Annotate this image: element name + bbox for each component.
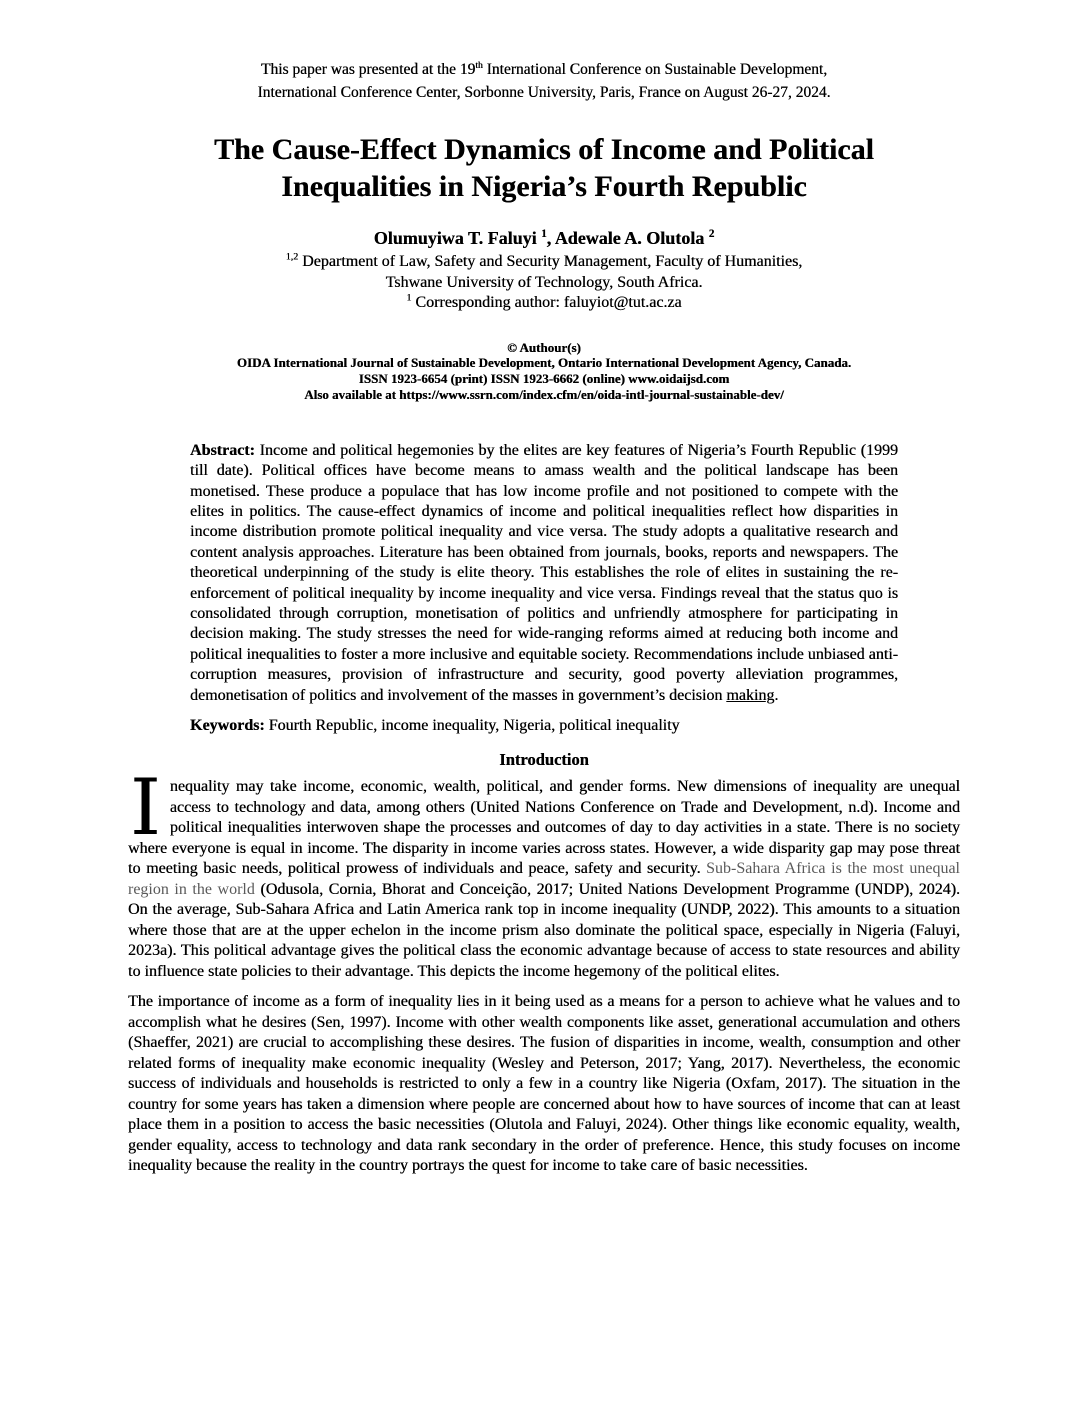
intro-p1-text: nequality may take income, economic, wealth, political, and gender forms. New dimensions of inequality are unequal access to technology and data, among others (United Nations Conference on Trade and Development, n.d). Income and political inequalities interwoven shape the processes and outcomes of day to day activities in a state. There is no society where everyone is equal in income. The disparity in income varies across states. However, a wide disparity gap may pose threat to meeting basic needs, political prowess of individuals and peace, safety and security. [128, 778, 960, 878]
corresponding-email: faluyiot@tut.ac.za [563, 294, 682, 311]
issn-line: ISSN 1923-6654 (print) ISSN 1923-6662 (online) www.oidaijsd.com [358, 371, 730, 387]
intro-paragraph-1 [128, 763, 961, 982]
author-2-name: Adewale A. Olutola [554, 228, 709, 248]
corresponding-superscript: 1 [406, 292, 412, 304]
author-1-name: Olumuyiwa T. Faluyi [373, 228, 542, 248]
keywords-label: Keywords: [190, 716, 265, 734]
conference-note [128, 58, 960, 104]
abstract-underlined-word: making [726, 686, 775, 704]
conference-number-ordinal: th [475, 59, 483, 71]
availability-line: Also available at https://www.ssrn.com/index.cfm/en/oida-intl-journal-sustainable-dev/ [304, 386, 784, 402]
intro-p1-text-cont: (Odusola, Cornia, Bhorat and Conceição, 2017; United Nations Development Programme (UNDP), 2024). On the average, Sub-Sahara Africa and Latin America rank top in income inequality (UNDP, 2022). This amounts to a situation where those that are at the upper echelon in the income prism also dominate the political space, especially in Nigeria (Faluyi, 2023a). This political advantage gives the political class the economic advantage because of access to state resources and ability to influence state policies to their advantage. This depicts the income hegemony of the political elites. [128, 880, 961, 980]
author-1-superscript: 1 [541, 228, 547, 240]
abstract-label: Abstract: [190, 441, 255, 459]
abstract-period: . [774, 686, 779, 704]
corresponding-author-line [128, 293, 960, 314]
conference-note-line1 [261, 61, 827, 78]
intro-paragraph-2: The importance of income as a form of inequality lies in it being used as a means for a person to achieve what he values and to accomplish what he desires (Sen, 1997). Income with other wealth components like asset, generational accumulation and others (Shaeffer, 2021) are crucial to accomplishing these desires. The fusion of disparities in income, wealth, consumption and other related forms of inequality make economic inequality (Wesley and Peterson, 2017; Yang, 2017). Nevertheless, the economic success of individuals and households is restricted to only a few in a country like Nigeria (Oxfam, 2017). The situation in the country for some years has taken a dimension where people are concerned about how to have sources of income that can at least place them in a position to access the basic necessities (Olutola and Faluyi, 2024). Other things like economic equality, wealth, gender equality, access to technology and data rank secondary in the order of preference. Hence, this study focuses on income inequality because the reality in the country portrays the quest for income to take care of basic necessities. [128, 993, 960, 1175]
drop-cap: I [130, 763, 161, 854]
affiliation-superscript: 1,2 [285, 251, 299, 263]
authors-separator: , [546, 228, 555, 248]
corresponding-label: Corresponding author: [411, 294, 564, 311]
introduction-heading: Introduction [499, 750, 589, 770]
author-2-superscript: 2 [708, 228, 715, 240]
conference-note-text: This paper was presented at the [260, 61, 460, 78]
conference-note-line2: International Conference Center, Sorbonne University, Paris, France on August 26-27, 2024. [257, 84, 831, 101]
imprint-block [128, 340, 960, 403]
affiliation-department: Department of Law, Safety and Security Management, Faculty of Humanities, [298, 253, 803, 270]
conference-number: 19 [459, 61, 476, 78]
conference-note-text-cont: International Conference on Sustainable Development, [482, 61, 828, 78]
abstract-text: Income and political hegemonies by the elites are key features of Nigeria’s Fourth Republic (1999 till date). Political offices have become means to amass wealth and the political landscape has been monetised. These produce a populace that has low income profile and not positioned to compete with the elites in politics. The cause-effect dynamics of income and political inequalities reflect how disparities in income distribution promote political inequality and vice versa. The study adopts a qualitative research and content analysis approaches. Literature has been obtained from journals, books, reports and newspapers. The theoretical underpinning of the study is elite theory. This establishes the role of elites in sustaining the re-enforcement of political inequality by income inequality and vice versa. Findings reveal that the status quo is consolidated through corruption, monetisation of politics and unfriendly atmosphere for participating in decision making. The study stresses the need for wide-ranging reforms aimed at reducing both income and political inequalities to foster a more inclusive and equitable society. Recommendations include unbiased anti-corruption measures, provision of infrastructure and security, good poverty alleviation programmes, demonetisation of politics and involvement of the masses in government’s decision [190, 441, 898, 704]
paper-title-line1: The Cause-Effect Dynamics of Income and Political [214, 133, 874, 166]
abstract-paragraph [190, 441, 898, 706]
authors-line [128, 227, 960, 249]
affiliation-line-1 [128, 252, 960, 273]
paper-title-line2: Inequalities in Nigeria’s Fourth Republic [281, 170, 807, 203]
paper-title [128, 131, 960, 205]
affiliation-line-2: Tshwane University of Technology, South Africa. [385, 273, 703, 291]
keywords-text: Fourth Republic, income inequality, Nigeria, political inequality [264, 716, 680, 734]
keywords-line [190, 716, 898, 736]
journal-line: OIDA International Journal of Sustainable Development, Ontario International Development Agency, Canada. [236, 355, 852, 371]
intro-highlight-phrase: Sub-Sahara Africa is the most unequal region in the world [128, 860, 961, 898]
copyright-line: © Authour(s) [507, 339, 581, 355]
